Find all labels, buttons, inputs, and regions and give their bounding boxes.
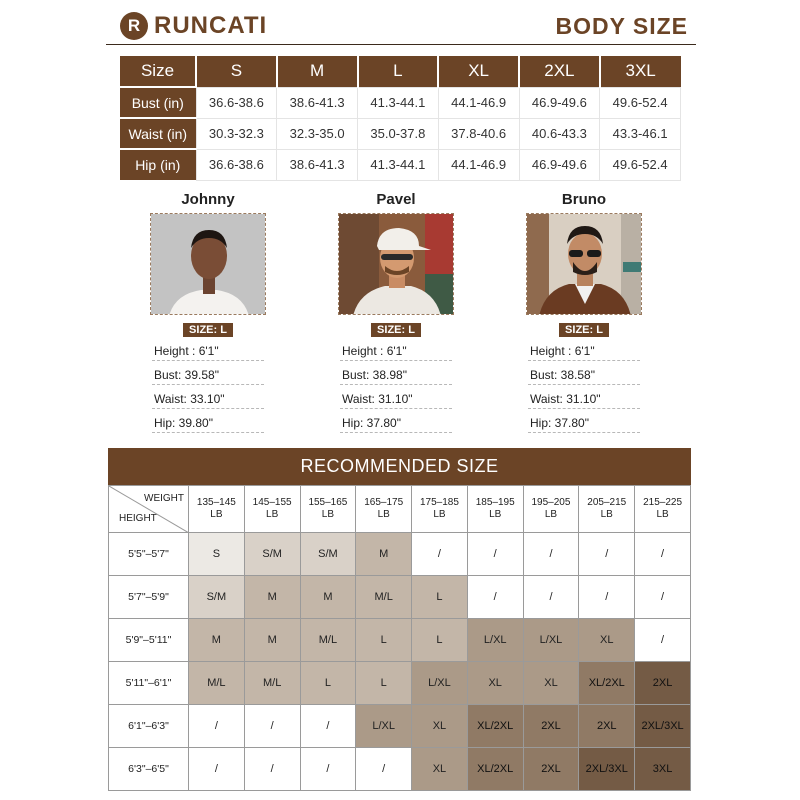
size-col-header: M (277, 56, 358, 87)
size-cell: 38.6-41.3 (277, 87, 358, 118)
recommended-size-value: / (493, 548, 497, 560)
recommended-size-cell (467, 619, 523, 662)
recommended-size-cell (579, 533, 635, 576)
recommended-size-cell (189, 619, 245, 662)
size-col-header: S (196, 56, 277, 87)
model-photo (526, 213, 642, 315)
weight-range: 155–165 (308, 497, 348, 508)
recommended-size-cell (579, 748, 635, 791)
measure-label: Bust (in) (120, 87, 196, 118)
recommended-size-cell (356, 748, 412, 791)
weight-col-header (244, 486, 300, 533)
recommended-size-cell (635, 662, 691, 705)
weight-unit: LB (600, 509, 613, 520)
recommended-size-value: / (661, 634, 665, 646)
body-size-table (120, 56, 681, 181)
recommended-size-cell (356, 576, 412, 619)
recommended-size-value: / (493, 591, 497, 603)
recommended-size-value: / (270, 720, 274, 732)
recommended-size-value: / (661, 548, 665, 560)
recommended-size-cell (300, 705, 356, 748)
weight-range: 185–195 (475, 497, 515, 508)
size-cell: 40.6-43.3 (519, 118, 600, 149)
recommended-size-cell (189, 705, 245, 748)
recommended-size-cell (523, 705, 579, 748)
recommended-size-value: S (212, 548, 221, 560)
measure-label: Waist (in) (120, 118, 196, 149)
recommended-size-cell (189, 533, 245, 576)
size-row (120, 149, 681, 180)
model-name: Pavel (376, 191, 416, 208)
weight-label: WEIGHT (144, 493, 184, 504)
height-label-cell: 5'9"–5'11" (109, 619, 189, 662)
recommended-size-cell (635, 533, 691, 576)
size-cell: 43.3-46.1 (600, 118, 681, 149)
model-name: Bruno (561, 191, 607, 208)
recommended-size-cell (356, 662, 412, 705)
recommended-size-value: M (323, 591, 333, 603)
brand-name: RUNCATI (154, 12, 268, 39)
weight-unit: LB (656, 509, 669, 520)
size-col-header: 3XL (600, 56, 681, 87)
weight-range: 165–175 (364, 497, 404, 508)
recommended-size-value: M/L (262, 677, 282, 689)
recommended-size-value: S/M (206, 591, 227, 603)
recommended-size-cell (635, 619, 691, 662)
model-card-bruno (494, 190, 674, 433)
height-row (109, 748, 691, 791)
recommended-size-cell (467, 748, 523, 791)
size-col-header: XL (438, 56, 519, 87)
brand-logo-icon: R (120, 12, 148, 40)
model-hip: Hip: 39.80" (152, 415, 264, 433)
weight-unit: LB (489, 509, 502, 520)
brand (120, 12, 267, 40)
model-size-badge: SIZE: L (559, 323, 609, 337)
size-col-header: 2XL (519, 56, 600, 87)
height-label-cell: 6'3"–6'5" (109, 748, 189, 791)
recommended-size-cell (356, 533, 412, 576)
recommended-size-cell (467, 533, 523, 576)
recommended-size-value: / (437, 548, 441, 560)
weight-unit: LB (210, 509, 223, 520)
weight-range: 205–215 (587, 497, 627, 508)
model-card-johnny (118, 190, 298, 433)
recommended-size-value: L/XL (483, 634, 507, 646)
size-cell: 44.1-46.9 (438, 87, 519, 118)
weight-col-header (412, 486, 468, 533)
model-height: Height : 6'1" (528, 343, 640, 361)
recommended-size-value: M/L (318, 634, 338, 646)
model-height: Height : 6'1" (340, 343, 452, 361)
recommended-size-value: L (380, 677, 387, 689)
recommended-size-cell (523, 662, 579, 705)
model-waist: Waist: 33.10" (152, 391, 264, 409)
recommended-size-cell (356, 619, 412, 662)
recommended-size-value: / (382, 763, 386, 775)
weight-header-row (109, 486, 691, 533)
size-cell: 41.3-44.1 (358, 87, 439, 118)
recommended-size-cell (579, 619, 635, 662)
model-waist: Waist: 31.10" (340, 391, 452, 409)
recommended-size-cell (300, 662, 356, 705)
model-waist: Waist: 31.10" (528, 391, 640, 409)
recommended-size-value: M (379, 548, 389, 560)
recommended-size-value: / (605, 591, 609, 603)
model-bust: Bust: 38.58" (528, 367, 640, 385)
weight-col-header (356, 486, 412, 533)
size-cell: 44.1-46.9 (438, 149, 519, 180)
recommended-size-value: / (549, 591, 553, 603)
recommended-size-value: XL (432, 763, 447, 775)
size-cell: 32.3-35.0 (277, 118, 358, 149)
recommended-size-value: XL/2XL (477, 720, 514, 732)
recommended-size-cell (412, 576, 468, 619)
model-hip: Hip: 37.80" (340, 415, 452, 433)
size-row (120, 118, 681, 149)
recommended-size-cell (467, 662, 523, 705)
recommended-size-value: L/XL (539, 634, 563, 646)
recommended-size-value: 2XL (541, 763, 561, 775)
recommended-size-cell (244, 533, 300, 576)
weight-unit: LB (433, 509, 446, 520)
recommended-size-value: 2XL (541, 720, 561, 732)
recommended-size-cell (244, 619, 300, 662)
recommended-size-value: M/L (374, 591, 393, 603)
recommended-size-value: M (267, 634, 277, 646)
recommended-size-value: L (436, 591, 443, 603)
recommended-size-cell (189, 662, 245, 705)
recommended-size-value: M (211, 634, 221, 646)
height-label-cell: 5'5"–5'7" (109, 533, 189, 576)
recommended-size-cell (579, 576, 635, 619)
model-hip: Hip: 37.80" (528, 415, 640, 433)
weight-range: 145–155 (252, 497, 292, 508)
recommended-size-value: / (214, 763, 218, 775)
recommended-size-value: 3XL (652, 763, 673, 775)
height-label: HEIGHT (119, 513, 157, 524)
recommended-size-value: / (214, 720, 218, 732)
size-cell: 37.8-40.6 (438, 118, 519, 149)
weight-col-header (300, 486, 356, 533)
recommended-size-value: S/M (262, 548, 282, 560)
size-cell: 35.0-37.8 (358, 118, 439, 149)
model-photo (338, 213, 454, 315)
recommended-size-cell (412, 662, 468, 705)
height-label-cell: 6'1"–6'3" (109, 705, 189, 748)
recommended-size-value: / (326, 720, 330, 732)
weight-unit: LB (377, 509, 390, 520)
recommended-size-cell (635, 705, 691, 748)
recommended-size-cell (189, 576, 245, 619)
model-card-pavel (306, 190, 486, 433)
weight-range: 195–205 (531, 497, 571, 508)
recommended-size-cell (244, 705, 300, 748)
recommended-size-cell (189, 748, 245, 791)
model-size-badge: SIZE: L (371, 323, 421, 337)
height-row (109, 533, 691, 576)
recommended-size-cell (523, 533, 579, 576)
recommended-size-cell (523, 576, 579, 619)
recommended-size-value: / (326, 763, 330, 775)
recommended-size-value: M (267, 591, 277, 603)
recommended-size-cell (412, 748, 468, 791)
weight-range: 135–145 (196, 497, 236, 508)
weight-col-header (467, 486, 523, 533)
recommended-size-value: L (380, 634, 387, 646)
size-corner-label: Size (120, 56, 196, 87)
recommended-size-value: XL/2XL (477, 763, 514, 775)
recommended-size-value: / (605, 548, 609, 560)
recommended-size-cell (467, 705, 523, 748)
measure-label: Hip (in) (120, 149, 196, 180)
weight-col-header (189, 486, 245, 533)
recommended-size-value: XL (544, 677, 558, 689)
recommended-size-value: L (436, 634, 443, 646)
recommended-size-cell (300, 748, 356, 791)
size-cell: 46.9-49.6 (519, 149, 600, 180)
recommended-size-value: M/L (207, 677, 226, 689)
weight-col-header (635, 486, 691, 533)
weight-unit: LB (544, 509, 558, 520)
page-title: BODY SIZE (555, 13, 688, 39)
recommended-size-cell (244, 576, 300, 619)
size-cell: 46.9-49.6 (519, 87, 600, 118)
recommended-size-cell (300, 619, 356, 662)
recommended-size-cell (635, 576, 691, 619)
size-cell: 38.6-41.3 (277, 149, 358, 180)
recommended-size-title: RECOMMENDED SIZE (108, 448, 691, 485)
recommended-size-value: XL/2XL (588, 677, 625, 689)
recommended-size-value: S/M (318, 548, 338, 560)
weight-height-corner (109, 486, 189, 533)
recommended-size-cell (244, 748, 300, 791)
size-row (120, 87, 681, 118)
recommended-size-value: L/XL (372, 720, 395, 732)
page-header (106, 8, 696, 45)
size-cell: 36.6-38.6 (196, 87, 277, 118)
recommended-size-cell (579, 662, 635, 705)
height-row (109, 576, 691, 619)
recommended-size-cell (412, 533, 468, 576)
recommended-size-cell (356, 705, 412, 748)
height-label-cell: 5'7"–5'9" (109, 576, 189, 619)
height-row (109, 619, 691, 662)
height-row (109, 705, 691, 748)
recommended-size-value: 2XL/3XL (585, 763, 628, 775)
size-cell: 49.6-52.4 (600, 87, 681, 118)
weight-col-header (579, 486, 635, 533)
recommended-size-cell (467, 576, 523, 619)
recommended-size-cell (300, 533, 356, 576)
recommended-size-cell (412, 619, 468, 662)
size-cell: 30.3-32.3 (196, 118, 277, 149)
recommended-size-value: L/XL (428, 677, 451, 689)
recommended-size-value: 2XL (596, 720, 617, 732)
recommended-size-value: L (324, 677, 331, 689)
recommended-size-value: XL (432, 720, 447, 732)
recommended-size-value: / (549, 548, 553, 560)
recommended-size-cell (523, 619, 579, 662)
recommended-size-cell (300, 576, 356, 619)
model-height: Height : 6'1" (152, 343, 264, 361)
size-cell: 41.3-44.1 (358, 149, 439, 180)
height-row (109, 662, 691, 705)
height-label-cell: 5'11"–6'1" (109, 662, 189, 705)
size-cell: 36.6-38.6 (196, 149, 277, 180)
model-photo (150, 213, 266, 315)
size-cell: 49.6-52.4 (600, 149, 681, 180)
model-name: Johnny (181, 191, 235, 208)
weight-unit: LB (266, 509, 279, 520)
recommended-size-cell (244, 662, 300, 705)
size-header-row (120, 56, 681, 87)
model-size-badge: SIZE: L (183, 323, 233, 337)
recommended-size-value: XL (488, 677, 502, 689)
recommended-size-value: 2XL (652, 677, 673, 689)
recommended-size-value: XL (600, 634, 614, 646)
recommended-size-cell (412, 705, 468, 748)
weight-range: 175–185 (419, 497, 459, 508)
model-bust: Bust: 39.58" (152, 367, 264, 385)
recommended-size-value: 2XL/3XL (641, 720, 684, 732)
recommended-size-cell (579, 705, 635, 748)
model-bust: Bust: 38.98" (340, 367, 452, 385)
recommended-size-value: / (661, 591, 665, 603)
recommended-size-table (108, 485, 691, 791)
recommended-size-value: / (270, 763, 274, 775)
weight-unit: LB (321, 509, 335, 520)
recommended-size-cell (523, 748, 579, 791)
weight-range: 215–225 (643, 497, 683, 508)
size-col-header: L (358, 56, 439, 87)
weight-col-header (523, 486, 579, 533)
recommended-size-cell (635, 748, 691, 791)
